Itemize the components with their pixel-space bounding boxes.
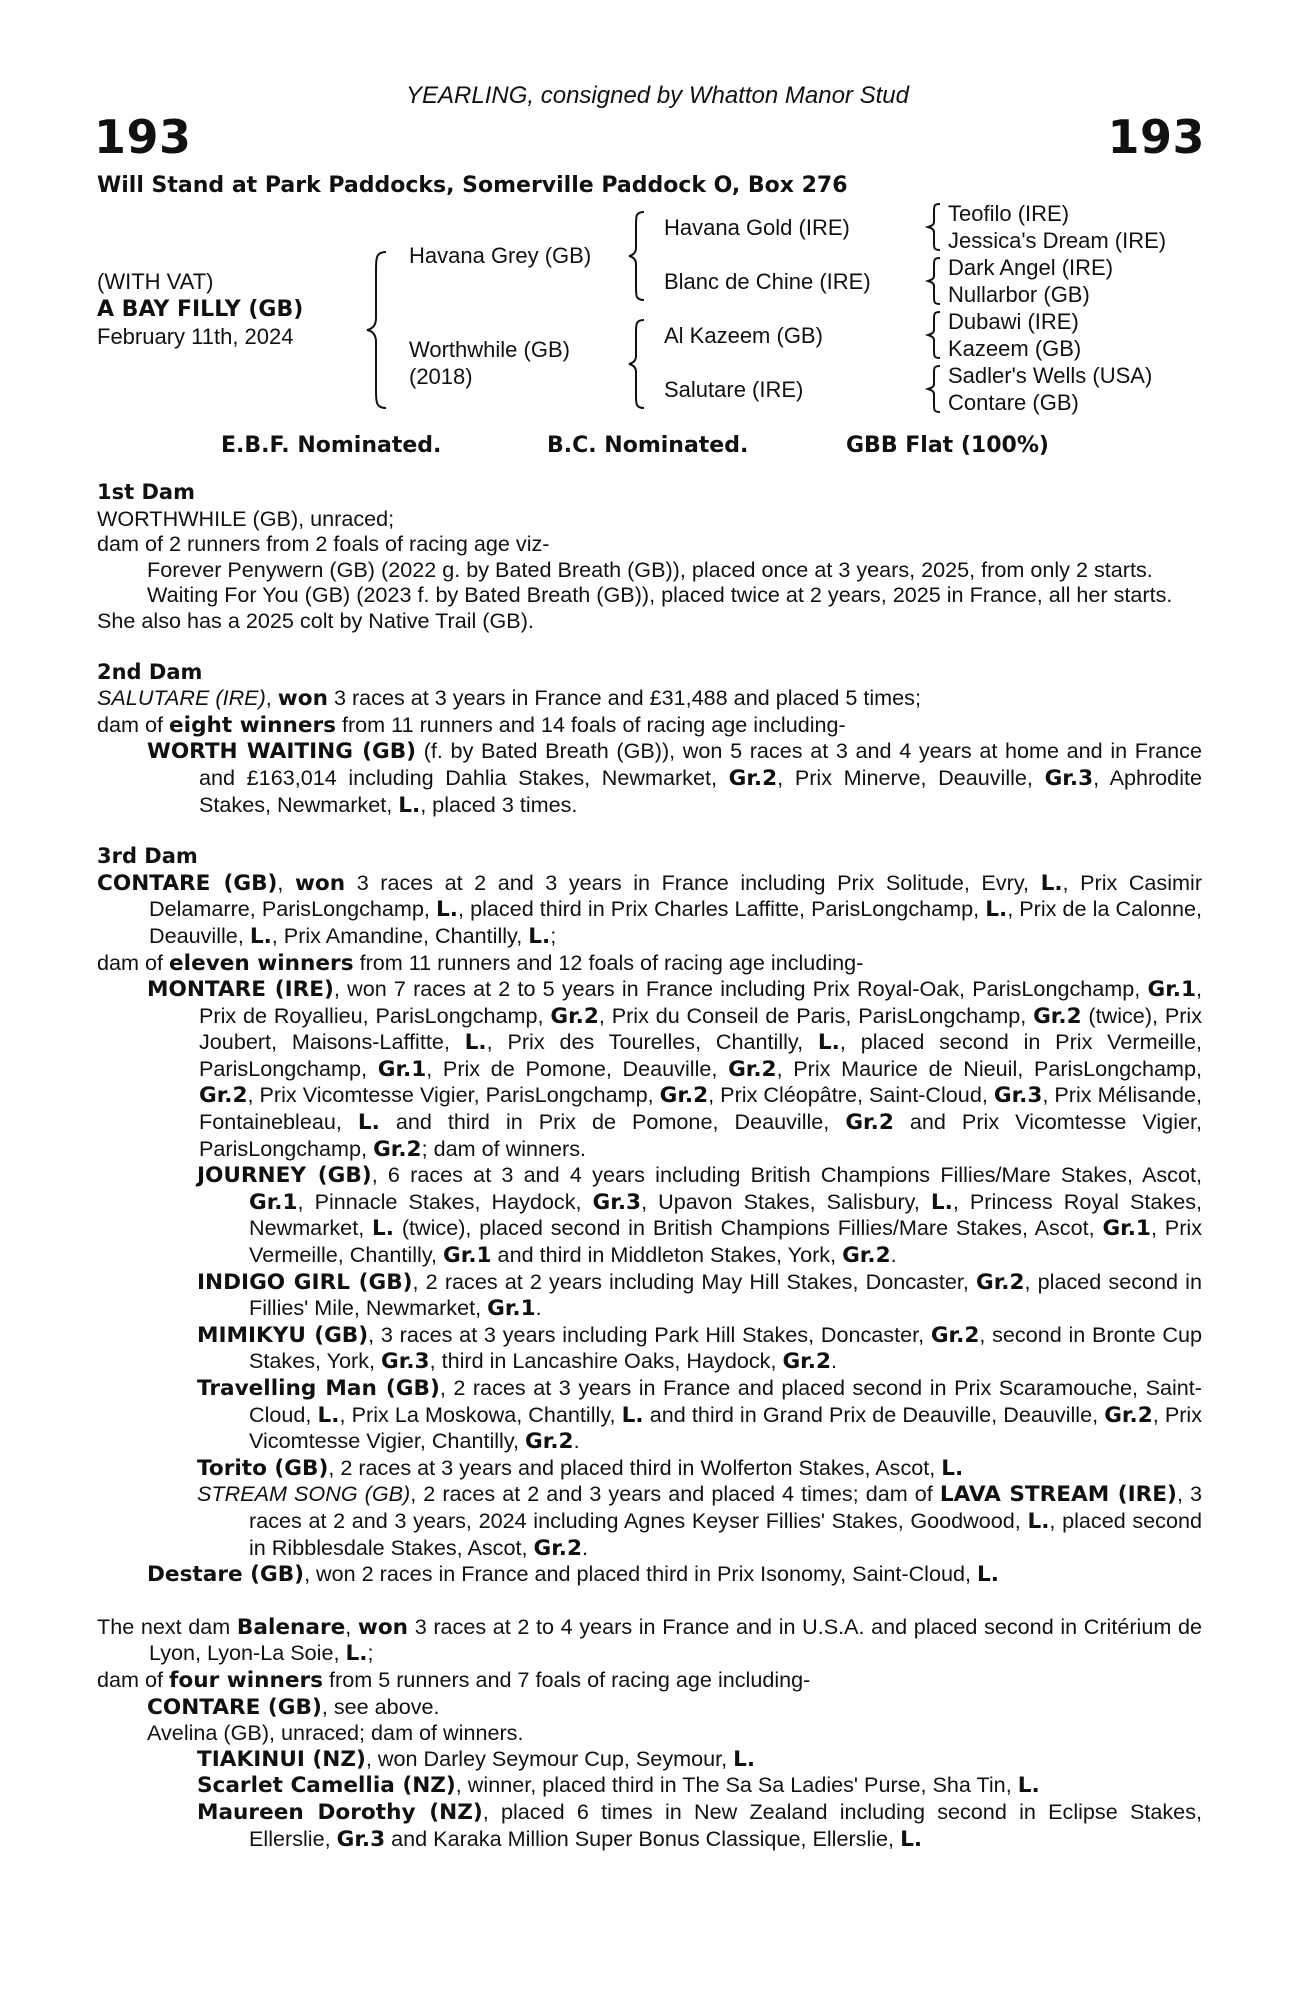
dam-year: (2018) (409, 364, 473, 389)
produce-avelina: Avelina (GB), unraced; dam of winners. (147, 1720, 524, 1746)
contare-name: CONTARE (GB) (97, 870, 278, 896)
won-text: won (277, 686, 328, 712)
consignment-line: YEARLING, consigned by Whatton Manor Stud (406, 82, 909, 109)
produce-travelling-man: Travelling Man (GB), 2 races at 3 years in France and placed second in Prix Scaramouche, Saint-Cloud, L., Prix La Moskowa, Chantilly, L. and third in Grand Prix de Deauville, Deauville, Gr.2, Prix Vicomtesse Vigier, Chantilly, Gr.2. (197, 1375, 1203, 1455)
g3-jessicas-dream: Jessica's Dream (IRE) (948, 228, 1167, 253)
second-dam-title: 2nd Dam (97, 659, 203, 684)
dam-line-text (97, 480, 1202, 1852)
g3-dark-angel: Dark Angel (IRE) (948, 255, 1114, 280)
sire: Havana Grey (GB) (409, 243, 592, 268)
gbb-flat: GBB Flat (100%) (846, 433, 1049, 458)
produce-tiakinui: TIAKINUI (NZ), won Darley Seymour Cup, Seymour, L. (197, 1745, 756, 1772)
first-dam-title: 1st Dam (97, 480, 195, 504)
pedigree-brace-g3-2 (925, 256, 945, 306)
produce-contare: CONTARE (GB), see above. (147, 1693, 440, 1720)
sire-sire: Havana Gold (IRE) (664, 215, 850, 240)
first-dam-produce-summary: dam of 2 runners from 2 foals of racing age viz- (97, 531, 550, 557)
second-dam-section (97, 660, 1202, 819)
next-dam-produce-summary: dam of four winners from 5 runners and 7 foals of racing age including- (97, 1666, 811, 1693)
third-dam-section (97, 844, 1202, 1588)
ebf-nomination: E.B.F. Nominated. (221, 433, 442, 458)
g3-teofilo: Teofilo (IRE) (948, 201, 1070, 226)
g3-contare: Contare (GB) (948, 390, 1079, 415)
dam-sire: Al Kazeem (GB) (664, 323, 823, 348)
produce-scarlet-camellia: Scarlet Camellia (NZ), winner, placed third in The Sa Sa Ladies' Purse, Sha Tin, L. (197, 1772, 1040, 1799)
first-dam-name-line: WORTHWHILE (GB), unraced; (97, 505, 395, 531)
worth-waiting-name: WORTH WAITING (GB) (147, 739, 417, 765)
pedigree-brace-main (364, 250, 394, 410)
produce-destare: Destare (GB), won 2 races in France and placed third in Prix Isonomy, Saint-Cloud, L. (147, 1561, 999, 1588)
produce-mimikyu: MIMIKYU (GB), 3 races at 3 years including Park Hill Stakes, Doncaster, Gr.2, second in Bronte Cup Stakes, York, Gr.3, third in Lancashire Oaks, Haydock, Gr.2. (197, 1321, 1203, 1375)
journey-name: JOURNEY (GB) (197, 1163, 372, 1189)
second-dam-record: SALUTARE (IRE), won 3 races at 3 years in France and £31,488 and placed 5 times; (97, 685, 921, 712)
produce-journey: JOURNEY (GB), 6 races at 3 and 4 years including British Champions Fillies/Mare Stakes, Ascot, Gr.1, Pinnacle Stakes, Haydock, Gr.3, Upavon Stakes, Salisbury, L., Princess Royal Stakes, Newmarket, L. (twice), placed second in British Champions Fillies/Mare Stakes, Ascot, Gr.1, Prix Vermeille, Chantilly, Gr.1 and third in Middleton Stakes, York, Gr.2. (197, 1162, 1202, 1269)
montare-name: MONTARE (IRE) (147, 977, 334, 1003)
balenare-name: Balenare (236, 1614, 346, 1640)
mimikyu-name: MIMIKYU (GB) (197, 1322, 369, 1348)
foaling-date: February 11th, 2024 (97, 324, 294, 349)
g3-sadlers-wells: Sadler's Wells (USA) (948, 363, 1153, 388)
g3-nullarbor: Nullarbor (GB) (948, 282, 1090, 307)
third-dam-record: CONTARE (GB), won 3 races at 2 and 3 years in France including Prix Solitude, Evry, L., Prix Casimir Delamarre, ParisLongchamp, L., placed third in Prix Charles Laffitte, ParisLongchamp, L., Prix de la Calonne, Deauville, L., Prix Amandine, Chantilly, L.; (97, 869, 1203, 949)
pedigree-brace-g3-3 (925, 310, 945, 360)
third-dam-produce-summary: dam of eleven winners from 11 runners and 12 foals of racing age including- (97, 949, 864, 976)
next-dam-section (97, 1614, 1202, 1852)
indigo-girl-name: INDIGO GIRL (GB) (197, 1269, 413, 1295)
produce-montare: MONTARE (IRE), won 7 races at 2 to 5 years in France including Prix Royal-Oak, ParisLongchamp, Gr.1, Prix de Royallieu, ParisLongchamp, Gr.2, Prix du Conseil de Paris, ParisLongchamp, Gr.2 (twice), Prix Joubert, Maisons-Laffitte, L., Prix des Tourelles, Chantilly, L., placed second in Prix Vermeille, ParisLongchamp, Gr.1, Prix de Pomone, Deauville, Gr.2, Prix Maurice de Nieuil, ParisLongchamp, Gr.2, Prix Vicomtesse Vigier, ParisLongchamp, Gr.2, Prix Cléopâtre, Saint-Cloud, Gr.3, Prix Mélisande, Fontainebleau, L. and third in Prix de Pomone, Deauville, Gr.2 and Prix Vicomtesse Vigier, ParisLongchamp, Gr.2; dam of winners. (147, 976, 1203, 1162)
produce-forever-penywern: Forever Penywern (GB) (2022 g. by Bated Breath (GB)), placed once at 3 years, 2025, from only 2 starts. (147, 556, 1153, 582)
second-dam-produce-summary: dam of eight winners from 11 runners and 14 foals of racing age including- (97, 711, 846, 738)
dam: Worthwhile (GB) (409, 337, 570, 362)
dam-dam: Salutare (IRE) (664, 377, 804, 402)
first-dam-section (97, 480, 1202, 634)
destare-name: Destare (GB) (147, 1562, 305, 1588)
pedigree-brace-g3-4 (925, 364, 945, 414)
produce-stream-song: STREAM SONG (GB), 2 races at 2 and 3 years and placed 4 times; dam of LAVA STREAM (IRE), 3 races at 2 and 3 years, 2024 including Agnes Keyser Fillies' Stakes, Goodwood, L., placed second in Ribblesdale Stakes, Ascot, Gr.2. (197, 1481, 1202, 1561)
stand-location: Will Stand at Park Paddocks, Somerville Paddock O, Box 276 (97, 173, 848, 198)
travelling-man-name: Travelling Man (GB) (197, 1376, 440, 1401)
vat-label: (WITH VAT) (97, 269, 214, 294)
lava-stream-name: LAVA STREAM (IRE) (939, 1482, 1177, 1508)
lot-number-right: 193 (1107, 110, 1205, 164)
produce-torito: Torito (GB), 2 races at 3 years and placed third in Wolferton Stakes, Ascot, L. (197, 1454, 964, 1481)
g3-dubawi: Dubawi (IRE) (948, 309, 1079, 334)
produce-worth-waiting: WORTH WAITING (GB) (f. by Bated Breath (GB)), won 5 races at 3 and 4 years at home and in France and £163,014 including Dahlia Stakes, Newmarket, Gr.2, Prix Minerve, Deauville, Gr.3, Aphrodite Stakes, Newmarket, L., placed 3 times. (147, 738, 1203, 818)
produce-indigo-girl: INDIGO GIRL (GB), 2 races at 2 years including May Hill Stakes, Doncaster, Gr.2, placed second in Fillies' Mile, Newmarket, Gr.1. (197, 1268, 1202, 1322)
lot-number-left: 193 (94, 110, 192, 164)
produce-waiting-for-you: Waiting For You (GB) (2023 f. by Bated Breath (GB)), placed twice at 2 years, 2025 in France, all her starts. (147, 582, 1173, 608)
torito-name: Torito (GB) (197, 1455, 329, 1481)
horse-name: A BAY FILLY (GB) (97, 297, 304, 322)
sire-dam: Blanc de Chine (IRE) (664, 269, 871, 294)
third-dam-title: 3rd Dam (97, 844, 198, 869)
next-dam-record: The next dam Balenare, won 3 races at 2 to 4 years in France and in U.S.A. and placed second in Critérium de Lyon, Lyon-La Soie, L.; (97, 1613, 1202, 1667)
pedigree-brace-dam (626, 318, 650, 410)
stream-song-name: STREAM SONG (GB) (197, 1481, 411, 1507)
pedigree-brace-g3-1 (925, 202, 945, 252)
produce-maureen-dorothy: Maureen Dorothy (NZ), placed 6 times in New Zealand including second in Eclipse Stakes, Ellerslie, Gr.3 and Karaka Million Super Bonus Classique, Ellerslie, L. (197, 1798, 1202, 1852)
second-dam-name: SALUTARE (IRE) (97, 685, 266, 711)
bc-nomination: B.C. Nominated. (547, 433, 749, 458)
first-dam-foal-note: She also has a 2025 colt by Native Trail (GB). (97, 607, 534, 633)
pedigree-brace-sire (626, 210, 650, 302)
g3-kazeem: Kazeem (GB) (948, 336, 1082, 361)
